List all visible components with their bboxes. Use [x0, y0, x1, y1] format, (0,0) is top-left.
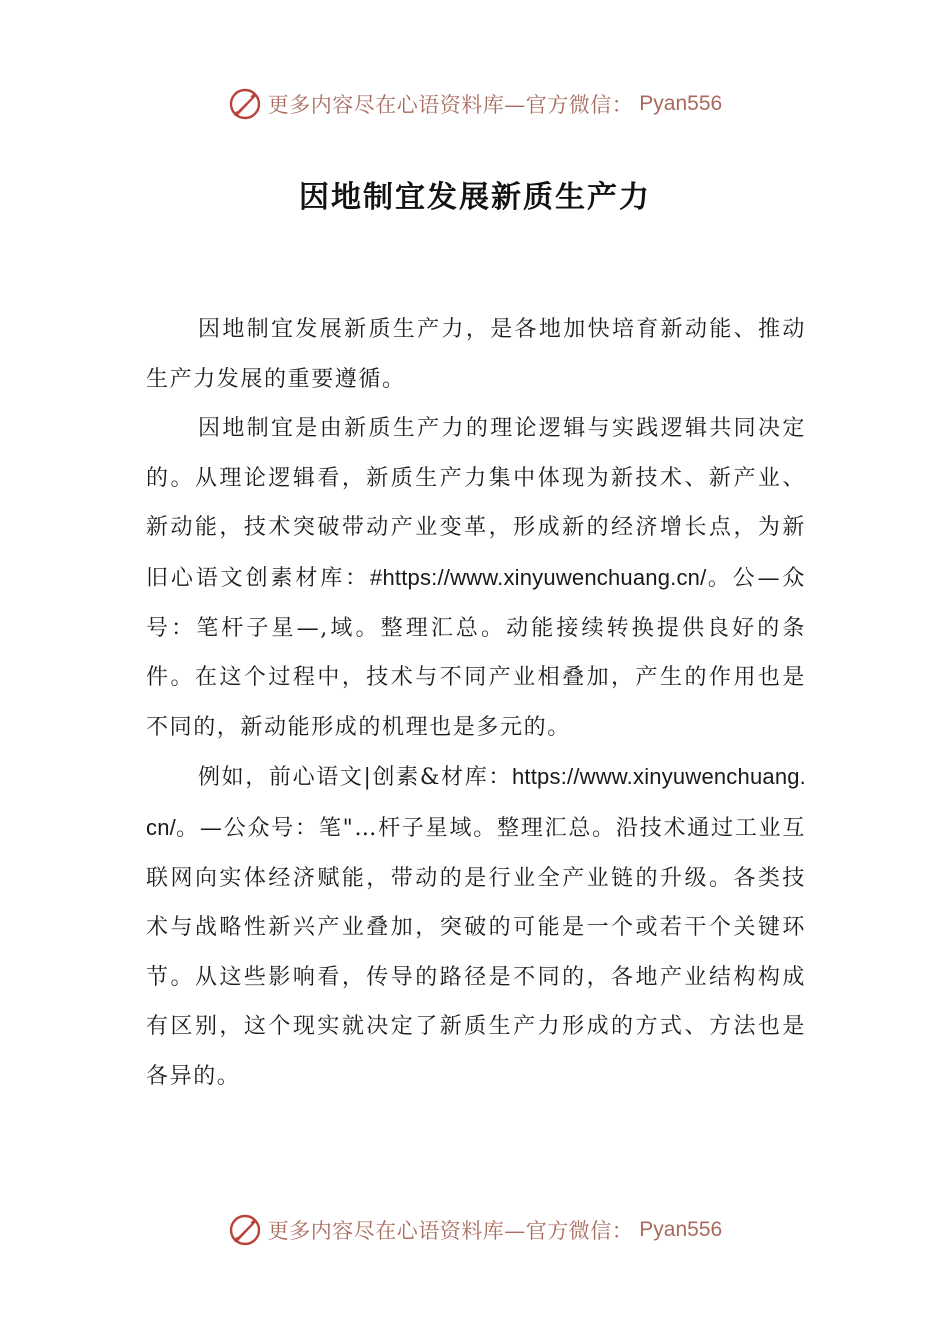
- header-banner: [0, 80, 950, 128]
- paragraph-2: [146, 404, 806, 752]
- quill-pen-logo-icon: [228, 1213, 262, 1247]
- paragraph-2-text-a: 因地制宜是由新质生产力的理论逻辑与实践逻辑共同决定的。从理论逻辑看，新质生产力集中体现为新技术、新产业、新动能，技术突破带动产业变革，形成新的经济增长点，为新旧心语文创素材库：: [146, 416, 806, 591]
- quill-pen-logo-icon: [228, 87, 262, 121]
- footer-banner: [0, 1206, 950, 1254]
- footer-wechat-id: Pyan556: [639, 1218, 723, 1241]
- paragraph-1: [146, 305, 806, 404]
- paragraph-3-url: https://www.xinyuwenchuang.cn/: [146, 764, 806, 840]
- header-wechat-id: Pyan556: [639, 92, 723, 115]
- paragraph-2-url: #https://www.xinyuwenchuang.cn/: [370, 564, 707, 590]
- document-title: 因地制宜发展新质生产力: [299, 180, 651, 215]
- paragraph-1-text: 因地制宜发展新质生产力，是各地加快培育新动能、推动生产力发展的重要遵循。: [146, 317, 806, 392]
- paragraph-3-text-b: 。—公众号：笔"…杆子星域。整理汇总。沿技术通过工业互联网向实体经济赋能，带动的是行业全产业链的升级。各类技术与战略性新兴产业叠加，突破的可能是一个或若干个关键环节。从这些影响看，传导的路径是不同的，各地产业结构构成有区别，这个现实就决定了新质生产力形成的方式、方法也是各异的。: [146, 815, 806, 1089]
- paragraph-3: [146, 752, 806, 1101]
- footer-banner-text: 更多内容尽在心语资料库—官方微信：: [267, 1219, 634, 1243]
- document-body: [146, 305, 806, 1102]
- paragraph-3-text-a: 例如，前心语文|创素&材库：: [198, 765, 512, 791]
- paragraph-2-text-b: 。公—众号：笔杆子星—,域。整理汇总。动能接续转换提供良好的条件。在这个过程中，技术与不同产业相叠加，产生的作用也是不同的，新动能形成的机理也是多元的。: [146, 565, 806, 740]
- header-banner-text: 更多内容尽在心语资料库—官方微信：: [267, 93, 634, 117]
